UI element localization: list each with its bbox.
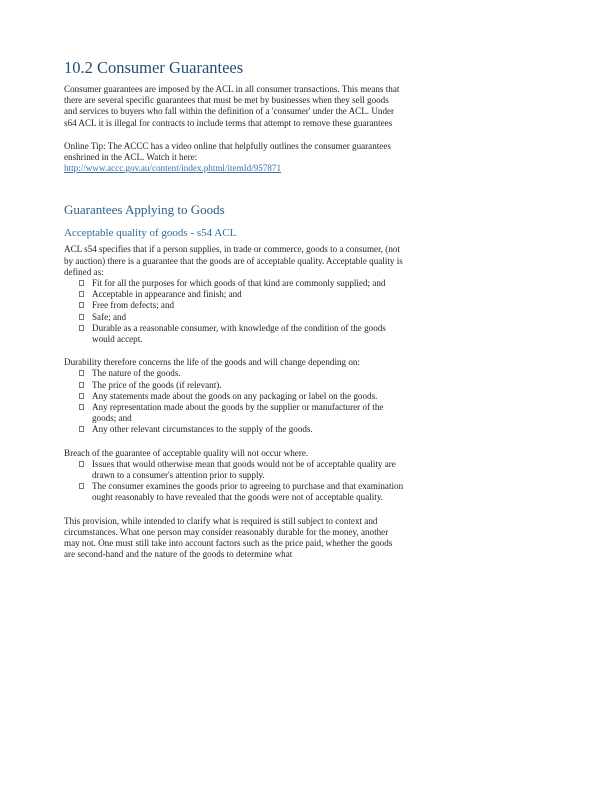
checkbox-bullet-icon — [79, 426, 84, 432]
checkbox-bullet-icon — [79, 404, 84, 410]
list-item: The nature of the goods. — [78, 368, 404, 379]
checkbox-bullet-icon — [79, 280, 84, 286]
s54-paragraph: ACL s54 specifies that if a person supplies, in trade or commerce, goods to a consumer, (not by auction) there is a guarantee that the goods are of acceptable quality. Acceptable quality is defined as: — [64, 244, 403, 277]
document-page — [64, 58, 404, 561]
list-item: Fit for all the purposes for which goods of that kind are commonly supplied; and — [78, 278, 404, 289]
breach-list — [64, 459, 404, 504]
checkbox-bullet-icon — [79, 461, 84, 467]
breach-paragraph: Breach of the guarantee of acceptable quality will not occur where. — [64, 447, 309, 458]
online-tip: Online Tip: The ACCC has a video online that helpfully outlines the consumer guarantees enshrined in the ACL. Watch it here: — [64, 140, 391, 163]
checkbox-bullet-icon — [79, 314, 84, 320]
list-item: Acceptable in appearance and finish; and — [78, 289, 404, 300]
provision-paragraph: This provision, while intended to clarify what is required is still subject to context and circumstances. What one person may consider reasonably durable for the money, another may not. One must still take into account factors such as the price paid, whether the goods are second-hand and the nature of the goods to determine what — [64, 515, 393, 560]
durability-list — [64, 368, 404, 435]
section-heading: Guarantees Applying to Goods — [64, 202, 225, 218]
list-item: Durable as a reasonable consumer, with knowledge of the condition of the goods would accept. — [78, 323, 404, 345]
checkbox-bullet-icon — [79, 302, 84, 308]
list-item: The consumer examines the goods prior to agreeing to purchase and that examination ought reasonably to have revealed that the goods were not of acceptable quality. — [78, 481, 404, 503]
checkbox-bullet-icon — [79, 382, 84, 388]
durability-paragraph: Durability therefore concerns the life of the goods and will change depending on: — [64, 357, 360, 368]
subsection-heading: Acceptable quality of goods - s54 ACL — [64, 227, 237, 240]
page-title: 10.2 Consumer Guarantees — [64, 58, 244, 77]
intro-paragraph: Consumer guarantees are imposed by the ACL in all consumer transactions. This means that there are several specific guarantees that must be met by businesses when they sell goods and services to buyers who fall within the definition of a 'consumer' under the ACL. Under s64 ACL it is illegal for contracts to include terms that attempt to remove these guarantees — [64, 84, 400, 128]
list-item: Any statements made about the goods on any packaging or label on the goods. — [78, 391, 404, 402]
list-item: Any representation made about the goods by the supplier or manufacturer of the goods; and — [78, 402, 404, 424]
list-item: Issues that would otherwise mean that goods would not be of acceptable quality are drawn to a consumer's attention prior to supply. — [78, 459, 404, 481]
list-item: Any other relevant circumstances to the supply of the goods. — [78, 424, 404, 435]
list-item: The price of the goods (if relevant). — [78, 380, 404, 391]
checkbox-bullet-icon — [79, 325, 84, 331]
list-item: Safe; and — [78, 312, 404, 323]
checkbox-bullet-icon — [79, 291, 84, 297]
checkbox-bullet-icon — [79, 483, 84, 489]
checkbox-bullet-icon — [79, 370, 84, 376]
quality-list — [64, 278, 404, 345]
list-item: Free from defects; and — [78, 300, 404, 311]
accc-video-link[interactable]: http://www.accc.gov.au/content/index.phtml/itemId/957871 — [64, 163, 282, 174]
checkbox-bullet-icon — [79, 393, 84, 399]
